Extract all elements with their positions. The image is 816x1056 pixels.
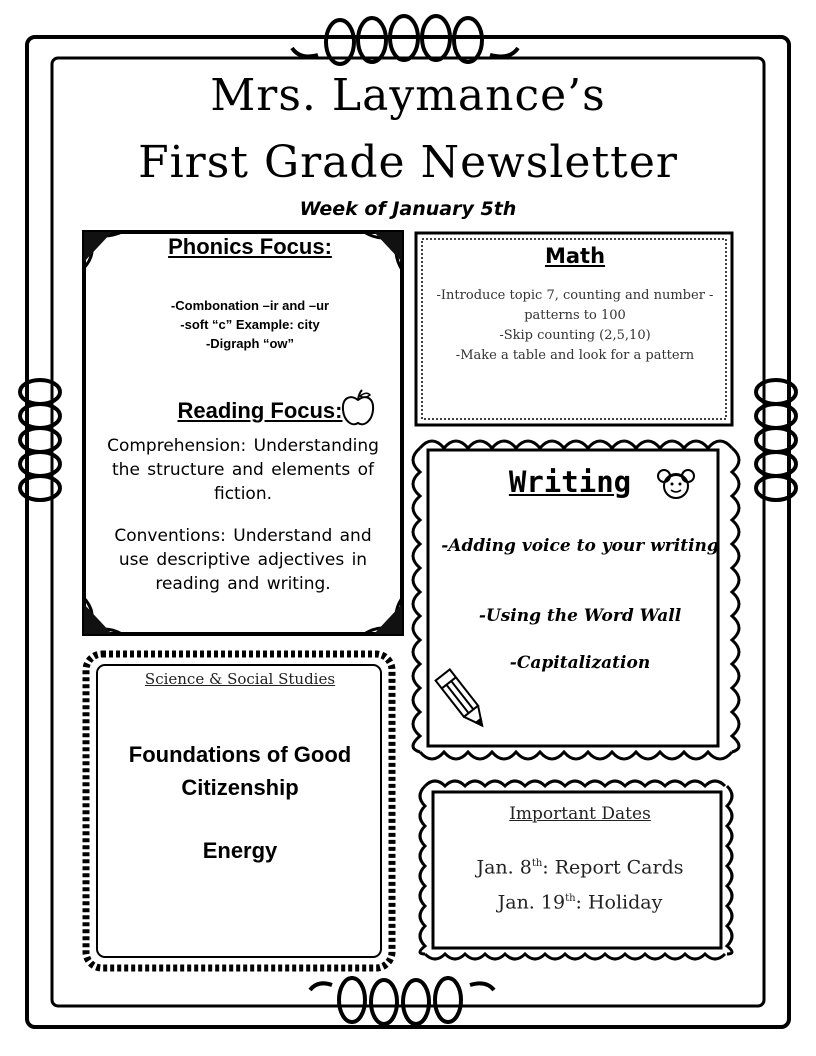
dates-title: Important Dates: [509, 804, 651, 824]
newsletter-title-line1: Mrs. Laymance’s: [210, 70, 606, 121]
math-item: -Introduce topic 7, counting and number - patterns to 100: [436, 288, 714, 323]
date-entry: Jan. 19th: Holiday: [497, 891, 663, 914]
phonics-item: -Digraph “ow”: [205, 336, 295, 351]
writing-title: Writing: [508, 465, 632, 499]
phonics-item: -soft “c” Example: city: [180, 317, 320, 332]
writing-item: -Using the Word Wall: [478, 606, 682, 626]
writing-item: -Capitalization: [509, 653, 651, 673]
reading-conventions: Conventions: Understand and use descriptive adjectives in reading and writing.: [114, 526, 372, 594]
newsletter-title-line2: First Grade Newsletter: [138, 137, 678, 188]
dates-list: [440, 848, 720, 919]
girl-face-icon: [656, 464, 696, 504]
science-title: Science & Social Studies: [144, 670, 336, 688]
week-subtitle: Week of January 5th: [299, 198, 517, 220]
bottom-loops-ornament: [310, 978, 494, 1024]
date-entry: Jan. 8th: Report Cards: [476, 856, 684, 879]
writing-item: -Adding voice to your writing: [441, 536, 719, 556]
math-title: Math: [544, 244, 606, 268]
science-box: [86, 654, 392, 968]
reading-comprehension: Comprehension: Understanding the structure and elements of fiction.: [107, 436, 379, 504]
pencil-icon: [432, 664, 494, 738]
phonics-list: [110, 296, 390, 353]
math-list: [430, 286, 720, 366]
reading-title: Reading Focus:: [177, 398, 343, 423]
phonics-title: Phonics Focus:: [168, 234, 332, 259]
math-item: -Make a table and look for a pattern: [455, 348, 695, 363]
phonics-item: -Combonation –ir and –ur: [170, 298, 330, 313]
science-topic-energy: Energy: [202, 838, 278, 863]
science-topic-citizenship: Foundations of Good Citizenship: [128, 742, 352, 800]
apple-icon: [340, 388, 376, 428]
math-item: -Skip counting (2,5,10): [499, 328, 651, 343]
